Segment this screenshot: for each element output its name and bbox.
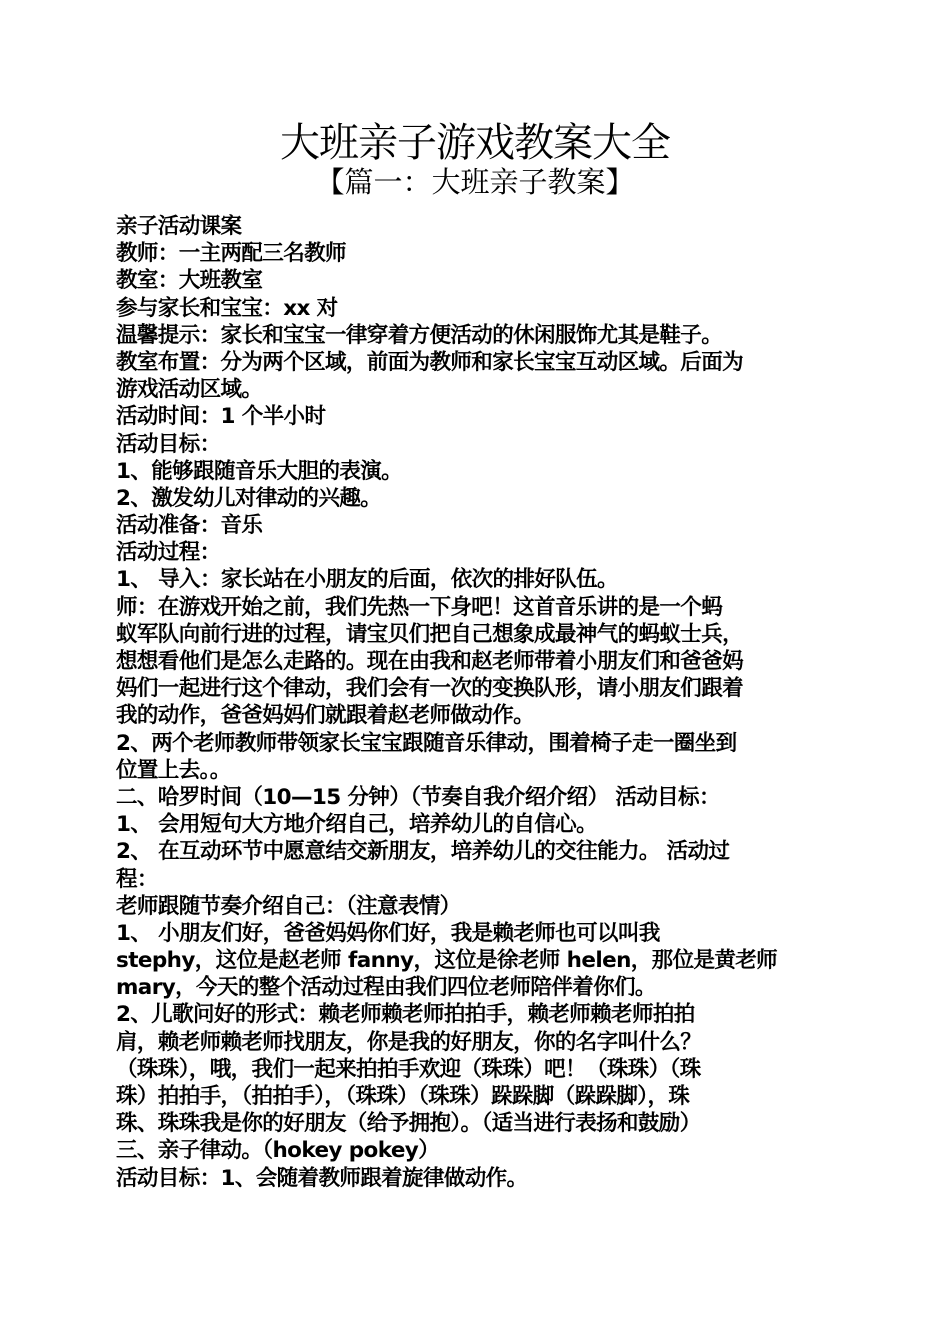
body-line: 2、 在互动环节中愿意结交新朋友，培养幼儿的交往能力。 活动过 <box>116 839 730 865</box>
body-line: 温馨提示：家长和宝宝一律穿着方便活动的休闲服饰尤其是鞋子。 <box>116 322 723 348</box>
body-line: 教室布置：分为两个区域，前面为教师和家长宝宝互动区域。后面为 <box>116 349 744 375</box>
body-line: 三、亲子律动。（hokey pokey） <box>116 1138 440 1164</box>
body-line: 活动时间：1 个半小时 <box>116 404 326 430</box>
body-line: 师：在游戏开始之前，我们先热一下身吧！这首音乐讲的是一个蚂 <box>116 594 723 620</box>
body-line: 肩，赖老师赖老师找朋友，你是我的好朋友，你的名字叫什么？ <box>116 1029 702 1055</box>
document-subtitle: 【篇一：大班亲子教案】 <box>315 165 635 199</box>
document-body <box>116 213 838 1192</box>
body-line: 2、激发幼儿对律动的兴趣。 <box>116 485 382 511</box>
body-line: 蚁军队向前行进的过程，请宝贝们把自己想象成最神气的蚂蚁士兵， <box>116 621 744 647</box>
body-line: 教师：一主两配三名教师 <box>116 241 346 267</box>
body-line: 妈们一起进行这个律动，我们会有一次的变换队形，请小朋友们跟着 <box>116 676 744 702</box>
body-line: 参与家长和宝宝：xx 对 <box>116 295 338 321</box>
body-line: stephy，这位是赵老师 fanny，这位是徐老师 helen，那位是黄老师 <box>116 948 778 974</box>
body-line: 二、哈罗时间（10—15 分钟）（节奏自我介绍介绍） 活动目标： <box>116 784 720 810</box>
body-line: 我的动作，爸爸妈妈们就跟着赵老师做动作。 <box>116 703 535 729</box>
body-line: 亲子活动课案 <box>116 214 242 239</box>
body-line: 程： <box>116 866 158 892</box>
body-line: 1、 导入：家长站在小朋友的后面，依次的排好队伍。 <box>116 567 618 593</box>
body-line: 老师跟随节奏介绍自己：（注意表情） <box>116 893 461 919</box>
body-line: 活动目标： <box>116 431 221 457</box>
body-line: 活动过程： <box>116 540 221 566</box>
body-line: 想想看他们是怎么走路的。现在由我和赵老师带着小朋友们和爸爸妈 <box>116 649 744 674</box>
body-line: 1、能够跟随音乐大胆的表演。 <box>116 458 403 484</box>
body-line: 活动准备：音乐 <box>116 513 263 539</box>
body-line: 珠、珠珠我是你的好朋友（给予拥抱）。（适当进行表扬和鼓励） <box>116 1111 701 1137</box>
body-line: 活动目标：1、会随着教师跟着旋律做动作。 <box>116 1165 528 1191</box>
body-line: 1、 小朋友们好，爸爸妈妈你们好，我是赖老师也可以叫我 <box>116 920 660 946</box>
body-line: 2、儿歌问好的形式：赖老师赖老师拍拍手，赖老师赖老师拍拍 <box>116 1002 695 1028</box>
body-line: mary，今天的整个活动过程由我们四位老师陪伴着你们。 <box>116 975 656 1001</box>
body-line: 游戏活动区域。 <box>116 377 263 403</box>
body-line: 2、两个老师教师带领家长宝宝跟随音乐律动，围着椅子走一圈坐到 <box>116 730 737 756</box>
body-line: （珠珠），哦，我们一起来拍拍手欢迎（珠珠）吧！（珠珠）（珠 <box>116 1056 701 1082</box>
body-line: 教室：大班教室 <box>116 268 263 294</box>
body-line: 珠）拍拍手，（拍拍手），（珠珠）（珠珠）跺跺脚（跺跺脚），珠 <box>116 1084 690 1109</box>
body-line: 1、 会用短句大方地介绍自己，培养幼儿的自信心。 <box>116 812 598 838</box>
document-title: 大班亲子游戏教案大全 <box>280 120 670 166</box>
body-line: 位置上去。。 <box>116 757 231 783</box>
